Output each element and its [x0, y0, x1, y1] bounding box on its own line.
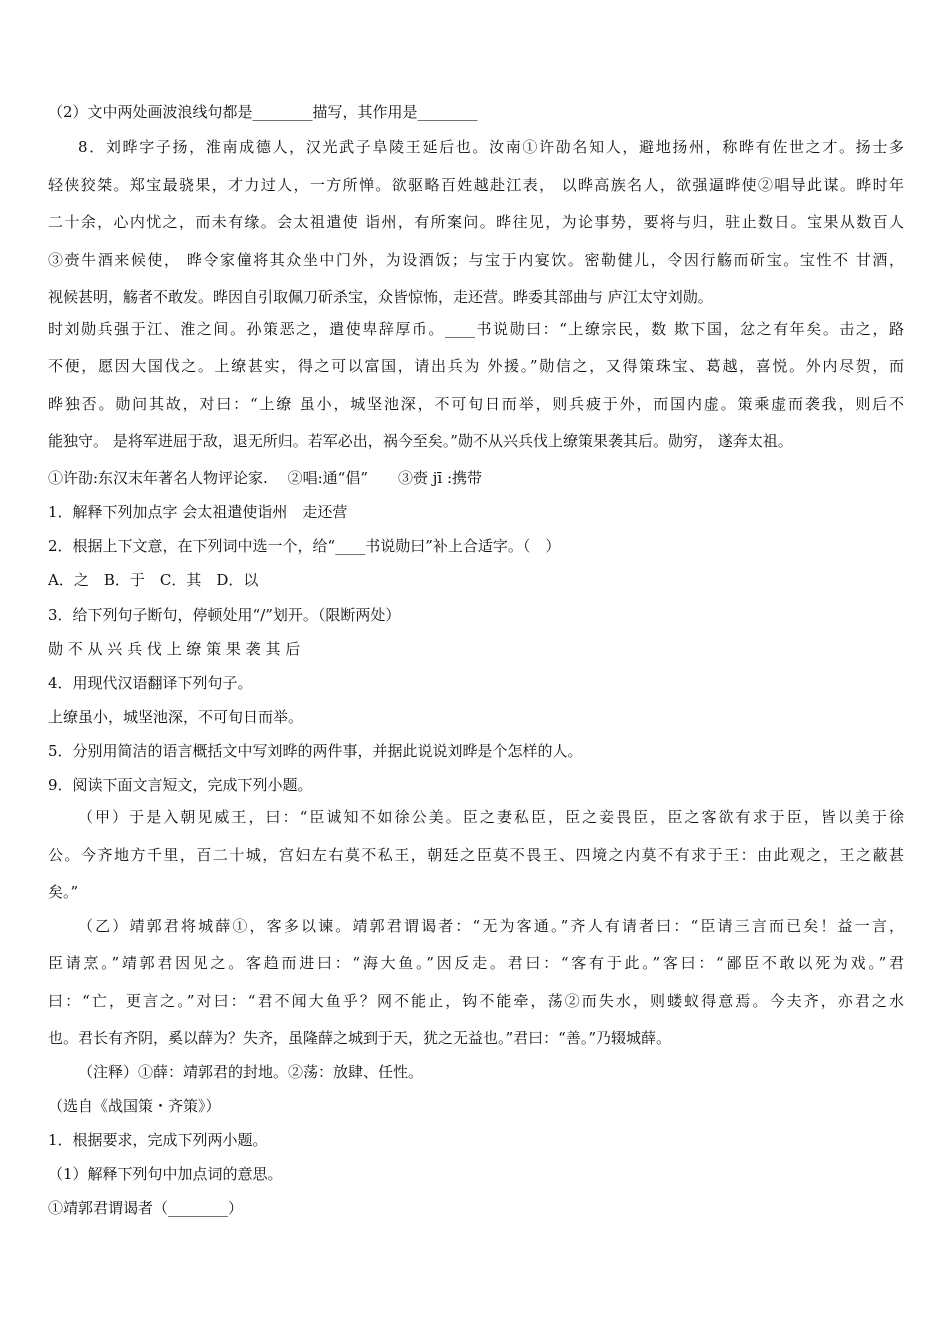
passage-9-annotation: （注释）①薛：靖郭君的封地。②荡：放肆、任性。 [78, 1063, 424, 1081]
passage-9-jia-line: 矣。” [48, 883, 79, 901]
question-9-1-1: （1）解释下列句中加点词的意思。 [48, 1165, 283, 1183]
passage-8-line: 晔独否。勋问其故，对曰：“上缭 虽小，城坚池深，不可旬日而举，则兵疲于外，而国内虚。策乘虚而袭我，则后不 [48, 395, 904, 413]
passage-8-line: 轻侠狡桀。郑宝最骁果，才力过人，一方所惮。欲驱略百姓越赴江表， 以晔高族名人，欲强逼晔使②唱导此谋。晔时年 [48, 176, 904, 194]
passage-8-line: 能独守。 是将军进屈于敌，退无所归。若军必出，祸今至矣。”勋不从兴兵伐上缭策果袭其后。勋穷， 遂奔太祖。 [48, 432, 793, 450]
question-9-1: 1．根据要求，完成下列两小题。 [48, 1131, 268, 1149]
passage-8-line: 8．刘晔字子扬，淮南成德人，汉光武子阜陵王延后也。汝南①许劭名知人，避地扬州，称晔有佐世之才。扬士多 [78, 138, 904, 156]
question-2-wavy-line: （2）文中两处画波浪线句都是________描写，其作用是________ [48, 103, 478, 121]
question-9-heading: 9．阅读下面文言短文，完成下列小题。 [48, 776, 313, 794]
passage-8-line: 二十余，心内忧之，而未有缘。会太祖遣使 诣州，有所案问。晔往见，为论事势，要将与归，驻止数日。宝果从数百人 [48, 213, 904, 231]
passage-9-jia-line: 公。今齐地方千里，百二十城，宫妇左右莫不私王，朝廷之臣莫不畏王、四境之内莫不有求于王：由此观之，王之蔽甚 [48, 846, 904, 864]
passage-8-line: 时刘勋兵强于江、淮之间。孙策恶之，遣使卑辞厚币。____书说勋曰：“上缭宗民，数 欺下国，忿之有年矣。击之，路 [48, 320, 904, 338]
question-8-5: 5．分别用简洁的语言概括文中写刘晔的两件事，并据此说说刘晔是个怎样的人。 [48, 742, 583, 760]
passage-8-line: 视候甚明，觞者不敢发。晔因自引取佩刀斫杀宝，众皆惊怖，走还营。晔委其部曲与 庐江太守刘勋。 [48, 288, 713, 306]
passage-8-notes: ①许劭:东汉末年著名人物评论家. ②唱:通“倡” ③赍 jī :携带 [48, 469, 483, 487]
passage-9-yi-line: 曰：“亡，更言之。”对曰：“君不闻大鱼乎？网不能止，钩不能牵，荡②而失水，则蝼蚁得意焉。今夫齐，亦君之水 [48, 992, 904, 1010]
question-8-4: 4．用现代汉语翻译下列句子。 [48, 674, 253, 692]
question-9-1-1-item: ①靖郭君谓谒者（________） [48, 1199, 244, 1217]
question-8-1: 1．解释下列加点字 会太祖遣使诣州 走还营 [48, 503, 348, 521]
passage-8-line: 不便，愿因大国伐之。上缭甚实，得之可以富国，请出兵为 外援。”勋信之，又得策珠宝、葛越，喜悦。外内尽贺，而 [48, 357, 904, 375]
question-8-3: 3．给下列句子断句，停顿处用“/”划开。（限断两处） [48, 606, 401, 624]
passage-9-source: （选自《战国策・齐策》） [48, 1097, 221, 1115]
question-8-2-options: A．之 B．于 C．其 D．以 [48, 571, 259, 589]
passage-8-line: ③赍牛酒来候使， 晔令家僮将其众坐中门外，为设酒饭；与宝于内宴饮。密勒健儿，令因行觞而斫宝。宝性不 甘酒， [48, 251, 904, 269]
question-8-4-sentence: 上缭虽小，城坚池深，不可旬日而举。 [48, 708, 304, 726]
question-8-3-sentence: 勋 不 从 兴 兵 伐 上 缭 策 果 袭 其 后 [48, 640, 301, 658]
passage-9-yi-line: （乙）靖郭君将城薛①，客多以谏。靖郭君谓谒者：“无为客通。”齐人有请者曰：“臣请三言而已矣！益一言， [78, 917, 904, 935]
question-8-2: 2．根据上下文意，在下列词中选一个，给“____书说勋曰”补上合适字。（ ） [48, 537, 561, 555]
passage-9-yi-line: 也。君长有齐阴，奚以薛为？失齐，虽隆薛之城到于天，犹之无益也。”君曰：“善。”乃辍城薛。 [48, 1029, 672, 1047]
passage-9-jia-line: （甲）于是入朝见威王，曰：“臣诚知不如徐公美。臣之妻私臣，臣之妾畏臣，臣之客欲有求于臣，皆以美于徐 [78, 808, 904, 826]
passage-9-yi-line: 臣请烹。”靖郭君因见之。客趋而进曰：“海大鱼。”因反走。君曰：“客有于此。”客曰：“鄙臣不敢以死为戏。”君 [48, 954, 904, 972]
